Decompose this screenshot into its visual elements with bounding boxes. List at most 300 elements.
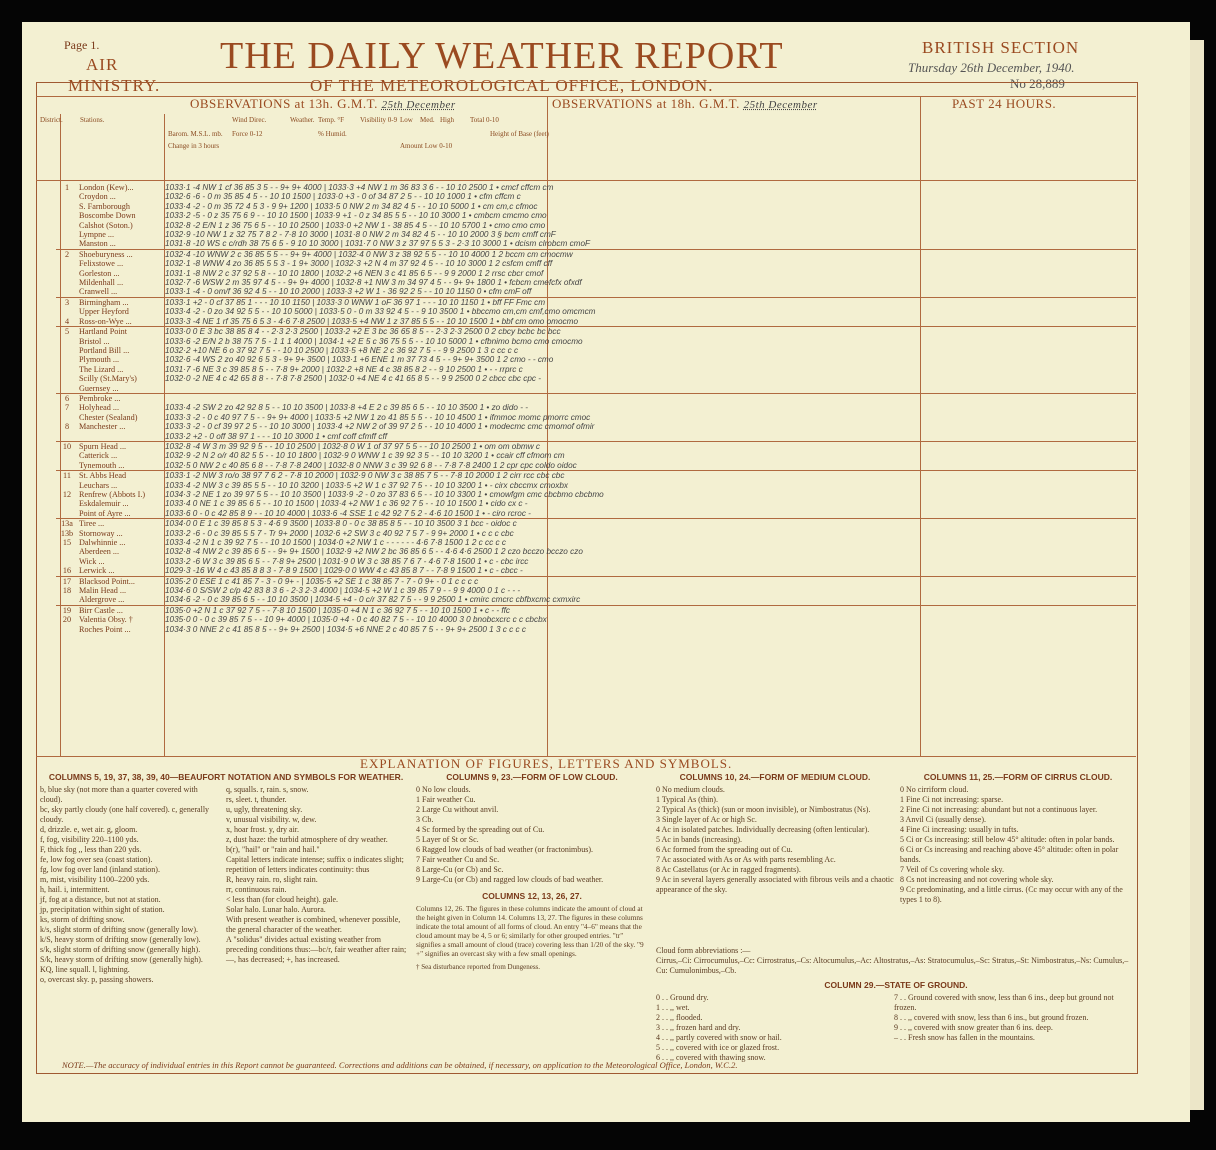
observation-values: 1034·3 -2 NE 1 zo 39 97 5 5 - - 10 10 3500 | 1033·9 -2 - 0 zo 37 83 6 5 - - 10 10 3300 1 • cmowfgm cmc cbcbmo cbcbmo [165,490,604,499]
table-row [56,317,1136,327]
station-name: Lympne ... [79,230,115,240]
beaufort-entry: v, unusual visibility. w, dew. [226,815,317,824]
accuracy-note: NOTE.—The accuracy of individual entries in this Report cannot be guaranteed. Corrections and additions can be obtained, if necessary, on application to the Meteorological Office, London, W.C.2. [62,1060,738,1070]
observation-values: 1033·2 -5 - 0 z 35 75 6 9 - - 10 10 1500 | 1033·9 +1 - 0 z 34 85 5 5 - - 10 10 3000 1 • cmbcm cmcmo cmo [165,211,547,221]
district-number: 10 [56,441,78,451]
station-name: Dalwhinnie ... [79,538,126,548]
station-name: Cranwell ... [79,287,118,297]
observation-values: 1032·6 -4 WS 2 zo 40 92 6 5 3 - 9+ 9+ 3500 | 1033·1 +6 ENE 1 m 37 73 4 5 - - 9+ 9+ 3500 1 2 cmo - - cmo [165,355,554,365]
station-name: Mildenhall ... [79,278,124,288]
station-name: Boscombe Down [79,211,136,221]
beaufort-entry: bc, sky partly cloudy (one half covered). c, generally cloudy. [40,805,210,824]
table-row [56,566,1136,576]
station-name: Birr Castle ... [78,605,164,615]
beaufort-title: COLUMNS 5, 19, 37, 38, 39, 40—BEAUFORT NOTATION AND SYMBOLS FOR WEATHER. [48,772,404,782]
district-number [56,384,78,394]
abbrev-panel [656,946,1136,1063]
observation-values: 1035·0 0 - 0 c 39 85 7 5 - - 10 9+ 4000 | 1035·0 +4 - 0 c 40 82 7 5 - - 10 10 4000 3 0 bnobcxcrc c c cbcbx [165,615,547,625]
medium-cloud-entry: 2 Typical As (thick) (sun or moon invisible), or Nimbostratus (Ns). [656,805,871,814]
table-row [56,249,1136,259]
observation-values: 1033·0 0 E 3 bc 38 85 8 4 - - 2·3 2·3 2500 | 1033·2 +2 E 3 bc 36 65 8 5 - - 2·3 2·3 2500 0 2 cbcy bcbc bc bcc [164,327,1136,337]
observation-values: 1034·0 0 E 1 c 39 85 8 5 3 - 4·6 9 3500 | 1033·8 0 - 0 c 38 85 8 5 - - 10 10 3500 3 1 bcc - oidoc c [164,519,1136,529]
low-cloud-panel [416,772,648,972]
district-number [56,625,78,634]
beaufort-entry: S/k, heavy storm of drifting snow (generally high). [40,955,203,964]
report-title: THE DAILY WEATHER REPORT [220,35,784,77]
col-high: High [440,116,454,124]
table-row [56,557,1136,566]
low-cloud-entry: 4 Sc formed by the spreading out of Cu. [416,825,545,834]
station-name: Stornoway ... [79,528,123,538]
observation-values: 1033·4 -2 NW 3 c 39 85 5 5 - - 10 10 3200 | 1033·5 +2 W 1 c 37 92 7 5 - - 10 10 3200 1 • - cirx cbccmx cmoxbx [165,480,568,490]
divider [36,180,1136,181]
station-name: Hartland Point [78,327,164,337]
col-amount: Amount Low 0-10 [400,142,453,150]
observation-values: 1035·0 +2 N 1 c 37 92 7 5 - - 7·8 10 1500 | 1035·0 +4 N 1 c 36 92 7 5 - - 10 10 1500 1 • c - - ffc [164,605,1136,615]
district-number [56,355,78,364]
observation-values: 1031·1 -8 NW 2 c 37 92 5 8 - - 10 10 1800 | 1032·2 +6 NEN 3 c 41 85 6 5 - - 9 9 2000 1 2 rrsc cbcr cmof [165,268,544,278]
district-number: 16 [62,566,72,576]
medium-cloud-entry: 8 Ac Castellatus (or Ac in ragged fragments). [656,865,801,874]
report-date: Thursday 26th December, 1940. [908,60,1075,75]
ground-entry: 4 . . ,, partly covered with snow or hail. [656,1033,782,1042]
table-row [56,595,1136,605]
beaufort-right [226,785,412,985]
table-row [56,586,1136,595]
table-row [56,239,1136,249]
beaufort-entry: u, ugly, threatening sky. [226,805,303,814]
ground-entry: 7 . . Ground covered with snow, less than 6 ins., deep but ground not frozen. [894,993,1114,1012]
ground-entry: 6 . . ,, covered with thawing snow. [656,1053,766,1062]
table-row [56,287,1136,297]
district-number: 2 [56,249,78,259]
ground-entry: 2 . . ,, flooded. [656,1013,703,1022]
low-cloud-entry: 1 Fair weather Cu. [416,795,476,804]
district-number [56,202,78,211]
station-name: Blacksod Point... [78,576,164,586]
observation-values [164,393,1136,403]
station-name: Lerwick ... [79,566,115,576]
cirrus-panel [900,772,1136,905]
district-number: 4 [64,316,70,326]
beaufort-entry: f, fog, visibility 220–1100 yds. [40,835,139,844]
beaufort-entry: fe, low fog over sea (coast station). [40,855,153,864]
beaufort-entry: q, squalls. r, rain. s, snow. [226,785,309,794]
amount-text: Columns 12, 26. The figures in these columns indicate the amount of cloud at the height given in Column 14. Columns 13, 27. The figures in these columns indicate the total amount of all forms of cloud. An entry "4–6" means that the cloud amount may be 4, 5 or 6; similarly for other grouped entries. "tr" signifies a small amount of cloud (trace) covering less than 1/20 of the sky. "9 +" signifies an overcast sky with a few small openings. [416,904,644,958]
low-cloud-entry: 5 Layer of St or Sc. [416,835,479,844]
cirrus-entry: 7 Veil of Cs covering whole sky. [900,865,1004,874]
low-cloud-list [416,785,648,885]
observation-values [164,384,1136,394]
low-cloud-entry: 7 Fair weather Cu and Sc. [416,855,500,864]
station-name: Pembroke ... [78,393,164,403]
beaufort-entry: < less than (for cloud height). gale. [226,895,339,904]
station-name: Guernsey ... [79,383,119,393]
observation-values: 1033·6 -2 E/N 2 b 38 75 7 5 - 1 1 1 4000 | 1034·1 +2 E 5 c 36 75 5 5 - - 10 10 5000 1 • cfbnimo bcmo cmo cmocmo [165,336,583,346]
medium-cloud-entry: 9 Ac in several layers generally associated with fibrous veils and a chaotic appearance of the sky. [656,875,894,894]
medium-cloud-panel [656,772,894,895]
district-number [56,287,78,297]
table-row [56,403,1136,412]
cirrus-entry: 5 Ci or Cs increasing: still below 45° altitude: often in polar bands. [900,835,1115,844]
beaufort-panel [40,772,412,985]
ground-entry: 0 . . Ground dry. [656,993,709,1002]
report-subtitle: OF THE METEOROLOGICAL OFFICE, LONDON. [310,76,714,95]
table-row [56,509,1136,519]
medium-cloud-title: COLUMNS 10, 24.—FORM OF MEDIUM CLOUD. [679,772,871,782]
table-row [56,441,1136,451]
beaufort-entry: With present weather is combined, whenever possible, the general character of the weather. [226,915,401,934]
cirrus-list [900,785,1136,905]
station-name: Holyhead ... [79,403,120,413]
observation-values: 1032·9 -10 NW 1 z 32 75 7 8 2 - 7·8 10 3000 | 1031·8 0 NW 2 m 34 82 4 5 - - 10 10 2000 3 § bcm cmff cmF [165,230,556,240]
col-height: Height of Base (feet) [490,130,549,138]
abbrev-text: Cirrus,–Ci: Cirrocumulus,–Cc: Cirrostratus,–Cs: Altocumulus,–Ac: Altostratus,–As: Stratocumulus,–Sc: Stratus,–St: Nimbostratus,–Ns: Cumulus,–Cu: Cumulonimbus,–Cb. [656,956,1129,975]
beaufort-entry: o, overcast sky. p, passing showers. [40,975,154,984]
station-name: Wick ... [79,556,105,566]
col-total: Total 0-10 [470,116,499,124]
table-row [56,413,1136,422]
district-number: 6 [56,393,78,403]
beaufort-entry: m, mist, visibility 1100–2200 yds. [40,875,150,884]
beaufort-entry: Solar halo. Lunar halo. Aurora. [226,905,326,914]
col-humid: % Humid. [318,130,347,138]
low-cloud-entry: 9 Large-Cu (or Cb) and ragged low clouds of bad weather. [416,875,604,884]
station-name: Valentia Obsy. † [79,615,133,625]
abbrev-title: Cloud form abbreviations :— [656,946,751,955]
table-row [56,461,1136,471]
district-number: 7 [64,403,70,413]
low-cloud-entry: 3 Cb. [416,815,434,824]
low-cloud-entry: 0 No low clouds. [416,785,471,794]
table-row [56,529,1136,538]
cirrus-entry: 4 Fine Ci increasing: usually in tufts. [900,825,1019,834]
station-name: Portland Bill ... [79,345,130,355]
cirrus-entry: 6 Ci or Cs increasing and reaching above 45° altitude: often in polar bands. [900,845,1119,864]
beaufort-entry: x, hoar frost. y, dry air. [226,825,300,834]
district-number: 12 [62,490,72,499]
medium-cloud-list [656,785,894,895]
observation-values: 1031·8 -10 WS c c/rdh 38 75 6 5 - 9 10 10 3000 | 1031·7 0 NW 3 z 37 97 5 5 3 - 2·3 10 3000 1 • dcism clrobcm cmoF [165,239,591,249]
table-row [56,471,1136,481]
observation-values: 1032·7 -6 WSW 2 m 35 97 4 5 - - 9+ 9+ 4000 | 1032·8 +1 NW 3 m 34 97 4 5 - - 9+ 9+ 1800 1 • fcbcm cmefcfx ofxdf [165,278,582,288]
district-number [56,547,78,556]
table-row [56,499,1136,508]
cirrus-entry: 9 Cc predominating, and a little cirrus. (Cc may occur with any of the types 1 to 8). [900,885,1123,904]
station-name: Tynemouth ... [79,460,125,470]
district-number: 1 [64,183,70,192]
col-barom: Barom. M.S.L. mb. [168,130,223,138]
district-number: 8 [64,422,70,432]
ground-right [894,993,1134,1063]
station-name: Chester (Sealand) [79,412,138,422]
beaufort-entry: s/k, slight storm of drifting snow (generally high). [40,945,201,954]
district-number: 19 [56,605,78,615]
station-name: Renfrew (Abbots I.) [79,490,146,499]
table-row [56,432,1136,442]
medium-cloud-entry: 4 Ac in isolated patches. Individually decreasing (often lenticular). [656,825,870,834]
observation-values: 1033·3 -4 NE 1 rf 35 75 6 5 3 - 4·6 7·8 2500 | 1033·5 +4 NW 1 z 37 85 5 5 - - 10 10 1500 1 • bbf cm omo omocmo [165,316,579,326]
district-number [56,192,78,201]
table-row [56,615,1136,624]
observation-values: 1033·1 +2 - 0 cf 37 85 1 - - - 10 10 1150 | 1033·3 0 WNW 1 oF 36 97 1 - - - 10 10 1150 1 • bff FF Fmc cm [164,297,1136,307]
beaufort-left [40,785,220,985]
observation-values: 1032·8 -4 W 3 m 39 92 9 5 - - 10 10 2500 | 1032·8 0 W 1 of 37 97 5 5 - - 10 10 2500 1 • om om obmw c [164,441,1136,451]
observation-values: 1032·1 -8 WNW 4 zo 36 85 5 5 3 - 1 9+ 3000 | 1032·3 +2 N 4 m 37 92 4 5 - - 10 10 3000 1 2 csfcm cmff cff [165,259,553,269]
beaufort-entry: R, heavy rain. ro, slight rain. [226,875,318,884]
station-name: Calshot (Soton.) [79,220,133,230]
district-number [56,307,78,316]
col-wind-force: Force 0-12 [232,130,263,138]
table-row [56,519,1136,529]
beaufort-entry: b, blue sky (not more than a quarter covered with cloud). [40,785,198,804]
observation-values: 1033·4 -2 SW 2 zo 42 92 8 5 - - 10 10 3500 | 1033·8 +4 E 2 c 39 85 6 5 - - 10 10 3500 1 • zo dido - - [165,403,528,413]
station-name: Aberdeen ... [79,547,120,557]
table-row [56,230,1136,239]
beaufort-entry: k/s, slight storm of drifting snow (generally low). [40,925,198,934]
table-row [56,337,1136,346]
observation-values: 1034·3 0 NNE 2 c 41 85 8 5 - - 9+ 9+ 2500 | 1034·5 +6 NNE 2 c 40 85 7 5 - - 9+ 9+ 2500 1 3 c c c c [165,624,527,634]
ground-entry: 5 . . ,, covered with ice or glazed frost. [656,1043,780,1052]
table-row [56,538,1136,547]
observation-values: 1033·4 -2 N 1 c 39 92 7 5 - - 10 10 1500 | 1034·0 +2 NW 1 c - - - - - - 4·6 7·8 1500 1 2 c cc c c [165,538,506,548]
table-row [56,269,1136,278]
table-row [56,422,1136,431]
beaufort-entry: z, dust haze: the turbid atmosphere of dry weather. [226,835,388,844]
col-med: Med. [420,116,435,124]
low-cloud-entry: 2 Large Cu without anvil. [416,805,499,814]
table-row [56,490,1136,499]
table-row [56,297,1136,307]
beaufort-entry: jp, precipitation within sight of station. [40,905,165,914]
table-row [56,451,1136,460]
medium-cloud-entry: 7 Ac associated with As or As with parts resembling Ac. [656,855,836,864]
col-stations: Stations. [80,116,105,124]
beaufort-entry: d, drizzle. e, wet air. g, gloom. [40,825,138,834]
observation-values: 1033·6 0 - 0 c 42 85 8 9 - - 10 10 4000 | 1033·6 -4 SSE 1 c 42 92 7 5 2 - 4·6 10 1500 1 • - ciro rcroc - [165,508,531,518]
past24-band: PAST 24 HOURS. [952,96,1057,111]
ground-left [656,993,886,1063]
table-row [56,355,1136,364]
medium-cloud-entry: 5 Ac in bands (increasing). [656,835,742,844]
district-number: 11 [56,471,78,481]
col-district: District. [40,116,63,124]
station-name: Bristol ... [79,336,110,346]
table-row [56,192,1136,201]
station-name: Gorleston ... [79,268,120,278]
station-name: Scilly (St.Mary's) [79,374,137,384]
table-row [56,278,1136,287]
district-number [56,365,78,374]
cirrus-entry: 8 Cs not increasing and not covering whole sky. [900,875,1054,884]
beaufort-entry: A "solidus" divides actual existing weather from preceding conditions thus:—bc/r, fair weather after rain; —, has decreased; +, has increased. [226,935,407,964]
ministry-label: MINISTRY. [68,76,161,95]
district-number: 3 [56,297,78,307]
observation-values: 1033·4 0 NE 1 c 39 85 6 5 - - 10 10 1500 | 1033·4 +2 NW 1 c 36 92 7 5 - - 10 10 1500 1 • cido cx c - [165,499,528,509]
district-number: 18 [62,586,72,596]
table-row [56,393,1136,403]
district-number: 13b [60,528,74,538]
beaufort-entry: Capital letters indicate intense; suffix o indicates slight; repetition of letters indicates continuity: thus [226,855,404,874]
district-number: 17 [56,576,78,586]
medium-cloud-entry: 0 No medium clouds. [656,785,725,794]
ground-entry: 9 . . ,, covered with snow greater than 6 ins. deep. [894,1023,1053,1032]
low-cloud-title: COLUMNS 9, 23.—FORM OF LOW CLOUD. [446,772,618,782]
observation-values: 1035·2 0 ESE 1 c 41 85 7 - 3 - 0 9+ - | 1035·5 +2 SE 1 c 38 85 7 - 7 - 0 9+ - 0 1 c c c c [164,576,1136,586]
station-name: Manchester ... [79,422,126,432]
section-label: BRITISH SECTION [922,38,1080,57]
district-number [56,595,78,605]
low-cloud-entry: 8 Large-Cu (or Cb) and Sc. [416,865,504,874]
station-name: Birmingham ... [78,297,164,307]
station-name: Roches Point ... [79,624,131,634]
station-name: Tiree ... [78,519,164,529]
medium-cloud-entry: 3 Single layer of Ac or high Sc. [656,815,757,824]
district-number [56,509,78,519]
beaufort-entry: rs, sleet. t, thunder. [226,795,287,804]
table-row [56,605,1136,615]
observation-values: 1033·4 -2 - 0 m 35 72 4 5 3 - 9 9+ 1200 | 1033·5 0 NW 2 m 34 82 4 5 - - 10 10 5000 1 • cm cm,c cfmoc [165,201,538,211]
station-name: London (Kew)... [79,183,134,192]
beaufort-entry: b(r), "hail" or "rain and hail." [226,845,320,854]
cirrus-entry: 3 Anvil Ci (usually dense). [900,815,986,824]
table-row [56,481,1136,490]
observation-values: 1032·0 -2 NE 4 c 42 65 8 8 - - 7·8 7·8 2500 | 1032·0 +4 NE 4 c 41 65 8 5 - - 9 9 2500 0 2 cbcc cbc cpc - [165,374,542,384]
station-name: Spurn Head ... [78,441,164,451]
station-name: Shoeburyness ... [78,249,164,259]
cirrus-entry: 2 Fine Ci not increasing: abundant but not a continuous layer. [900,805,1098,814]
station-name: Catterick ... [79,451,118,461]
observation-values: 1032·8 -4 NW 2 c 39 85 6 5 - - 9+ 9+ 1500 | 1032·9 +2 NW 2 bc 36 85 6 5 - - 4·6 4·6 2500 1 2 czo bcczo bcczo czo [165,547,583,557]
observation-values: 1032·4 -10 WNW 2 c 36 85 5 5 - - 9+ 9+ 4000 | 1032·4 0 NW 3 z 38 92 5 5 - - 10 10 4000 1 2 bccm cm cmocmw [164,249,1136,259]
station-name [78,432,164,442]
cirrus-entry: 1 Fine Ci not increasing: sparse. [900,795,1004,804]
table-row [56,374,1136,383]
table-row [56,183,1136,192]
ground-entry: 1 . . ,, wet. [656,1003,690,1012]
table-row [56,221,1136,230]
table-row [56,384,1136,394]
district-number [56,432,78,442]
station-name: Eskdalemuir ... [79,499,129,509]
col-low: Low [400,116,413,124]
col-weather: Weather. [290,116,315,124]
explanation-title: EXPLANATION OF FIGURES, LETTERS AND SYMBOLS. [360,756,733,771]
report-number: No 28,889 [1010,76,1065,91]
observation-values: 1032·8 -2 E/N 1 z 36 75 6 5 - - 10 10 2500 | 1033·0 +2 NW 1 - 38 85 4 5 - - 10 10 5700 1 • cmo cmo cmo [165,220,546,230]
district-number [56,557,78,566]
observation-values: 1031·7 -6 NE 3 c 39 85 8 5 - - 7·8 9+ 2000 | 1032·2 +8 NE 4 c 38 85 8 2 - - 9 10 2500 1 • - - rrprc c [165,364,523,374]
table-row [56,346,1136,355]
district-number: 13a [56,519,78,529]
table-row [56,547,1136,556]
page-number: Page 1. [64,38,100,52]
district-number [56,278,78,287]
medium-cloud-entry: 1 Typical As (thin). [656,795,718,804]
observation-values: 1033·2 +2 - 0 off 38 97 1 - - - 10 10 3000 1 • cmf coff cfmff cff [165,431,387,441]
district-number [56,230,78,239]
station-name: The Lizard ... [79,364,124,374]
district-number: 20 [62,615,72,625]
beaufort-entry: h, hail. i, intermittent. [40,885,110,894]
col-wind-dir: Wind Direc. [232,116,267,124]
col-visibility: Visibility 0-9 [360,116,398,124]
beaufort-entry: ks, storm of drifting snow. [40,915,125,924]
station-name: Felixstowe ... [79,259,124,269]
district-number [56,374,78,383]
station-name: S. Farnborough [79,201,130,211]
station-name: Upper Heyford [79,307,129,317]
station-name: Leuchars ... [79,480,118,490]
station-name: Ross-on-Wye ... [79,316,132,326]
district-number [56,221,78,230]
district-number [56,413,78,422]
district-number [56,481,78,490]
obs18-band: OBSERVATIONS at 18h. G.M.T. 25th December [552,96,818,111]
district-number [56,259,78,268]
amount-title: COLUMNS 12, 13, 26, 27. [482,891,582,901]
district-number [56,499,78,508]
low-cloud-entry: 6 Ragged low clouds of bad weather (or fractonimbus). [416,845,594,854]
air-label: AIR [86,55,119,74]
medium-cloud-entry: 6 Ac formed from the spreading out of Cu. [656,845,793,854]
ground-title: COLUMN 29.—STATE OF GROUND. [824,980,968,990]
observation-values: 1032·6 -6 - 0 m 35 85 4 5 - - 10 10 1500 | 1033·0 +3 - 0 of 34 87 2 5 - - 10 10 1000 1 • cfm cffcm c [165,192,521,202]
cirrus-entry: 0 No cirriform cloud. [900,785,969,794]
table-row [56,576,1136,586]
district-number: 5 [56,327,78,337]
table-row [56,211,1136,220]
col-temp: Temp. °F [318,116,345,124]
district-number [56,211,78,220]
district-number: 15 [62,538,72,548]
observation-values: 1033·3 -2 - 0 c 40 97 7 5 - - 9+ 9+ 4000 | 1033·5 +2 NW 1 zo 41 85 5 5 - - 10 10 4500 1 • ifmmoc momc pmorrc cmoc [165,412,591,422]
observations-table [56,183,1136,634]
table-row [56,327,1136,337]
station-name: Croydon ... [79,192,116,202]
district-number [56,461,78,471]
observation-values: 1032·2 +10 NE 6 o 37 92 7 5 - - 10 10 2500 | 1033·5 +8 NE 2 c 36 92 7 5 - - 9 9 2500 1 3 c cc c c [165,345,519,355]
station-name: Plymouth ... [79,355,120,365]
observation-values: 1034·6 -2 - 0 c 39 85 6 5 - - 10 10 3500 | 1034·5 +4 - 0 c/r 37 82 7 5 - - 9 9 2500 1 • cmirc cmcrc cbfbxcmc cxmxirc [165,595,581,605]
observation-values: 1029·3 -16 W 4 c 43 85 8 8 3 - 7·8 9 1500 | 1029·0 0 WW 4 c 43 85 8 7 - - 7·8 9 1500 1 • c - cbcc - [165,566,523,576]
district-number [56,337,78,346]
next-page-edge [1190,40,1204,1110]
cirrus-title: COLUMNS 11, 25.—FORM OF CIRRUS CLOUD. [923,772,1113,782]
observation-values: 1033·2 -6 W 3 c 39 85 6 5 - - 7·8 9+ 2500 | 1031·9 0 W 3 c 38 85 7 6 7 - 4·6 7·8 1500 1 • c - cbc ircc [165,556,529,566]
observation-values: 1033·4 -2 - 0 zo 34 92 5 5 - - 10 10 5000 | 1033·5 0 - 0 m 33 92 4 5 - - 9 10 3500 1 • bbccmo cm,cm cmf,cmo omcmcm [165,307,596,317]
table-row [56,365,1136,374]
beaufort-entry: KQ, line squall. l, lightning. [40,965,130,974]
table-row [56,625,1136,634]
observation-values: 1033·1 -4 NW 1 cf 36 85 3 5 - - 9+ 9+ 4000 | 1033·3 +4 NW 1 m 36 83 3 6 - - 10 10 2500 1 • cmcf cffcm cm [165,183,554,192]
district-number [56,269,78,278]
district-number [56,451,78,460]
observation-values: 1033·2 -6 - 0 c 39 85 5 5 7 - Tr 9+ 2000 | 1032·6 +2 SW 3 c 40 92 7 5 7 - 9 9+ 2000 1 • c c c cbc [165,528,514,538]
obs13-band: OBSERVATIONS at 13h. G.M.T. 25th December [190,96,456,111]
district-number [56,239,78,249]
beaufort-entry: jf, fog at a distance, but not at station. [40,895,161,904]
dungeness-note: † Sea disturbance reported from Dungeness. [416,963,541,971]
table-row [56,259,1136,268]
observation-values: 1033·3 -2 - 0 cf 39 97 2 5 - - 10 10 3000 | 1033·4 +2 NW 2 of 39 97 2 5 - - 10 10 4000 1 • modecmc cmc cmomof ofmir [165,422,595,432]
beaufort-entry: fg, low fog over land (inland station). [40,865,160,874]
observation-values: 1032·5 0 NW 2 c 40 85 6 8 - - 7·8 7·8 2400 | 1032·8 0 NNW 3 c 39 92 6 8 - - 7·8 7·8 2400 1 2 cpr cpc coldo oidoc [165,460,577,470]
station-name: St. Abbs Head [78,471,164,481]
table-row [56,202,1136,211]
ground-entry: 8 . . ,, covered with snow, less than 6 ins., but ground frozen. [894,1013,1089,1022]
station-name: Aldergrove ... [79,595,125,605]
